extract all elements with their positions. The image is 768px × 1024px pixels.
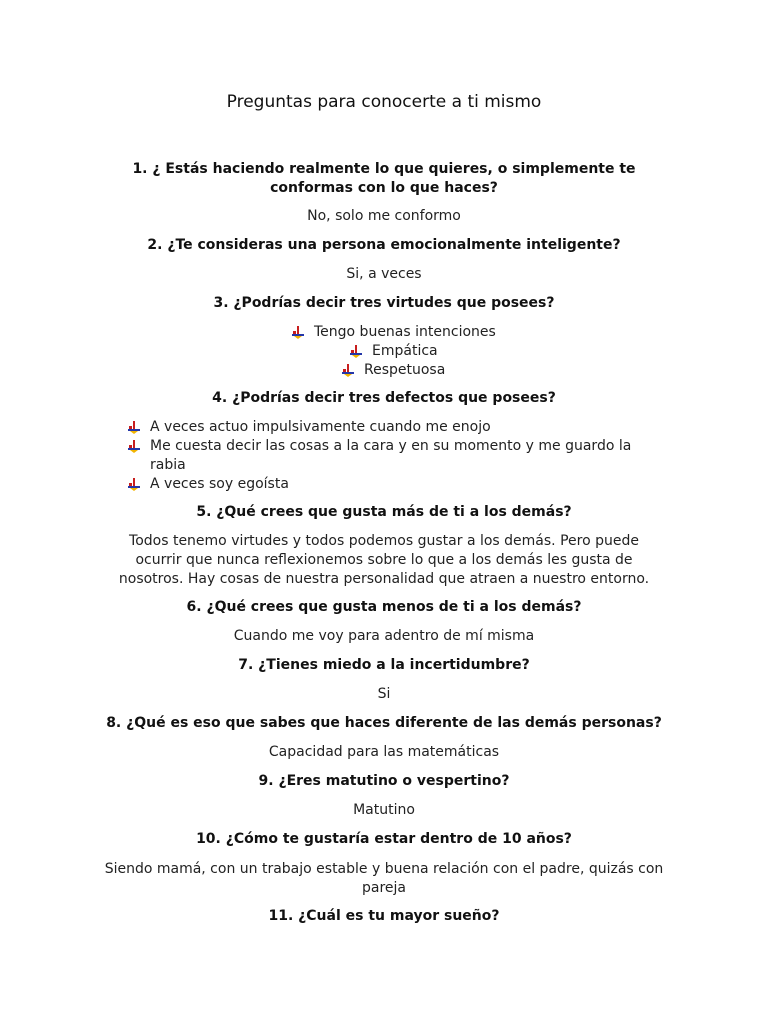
answer-10: Siendo mamá, con un trabajo estable y buena relación con el padre, quizás con pareja bbox=[104, 861, 664, 896]
arrow-down-bullet-icon bbox=[292, 326, 304, 339]
defect-list-item bbox=[128, 475, 648, 494]
answer-8: Capacidad para las matemáticas bbox=[268, 744, 500, 760]
answer-9: Matutino bbox=[353, 802, 415, 818]
virtue-text: Respetuosa bbox=[364, 362, 446, 378]
question-10: 10. ¿Cómo te gustaría estar dentro de 10 años? bbox=[196, 831, 572, 847]
question-11: 11. ¿Cuál es tu mayor sueño? bbox=[268, 908, 500, 924]
question-7: 7. ¿Tienes miedo a la incertidumbre? bbox=[238, 657, 530, 673]
answer-7: Si bbox=[377, 686, 391, 702]
arrow-down-bullet-icon bbox=[128, 440, 140, 453]
question-6: 6. ¿Qué crees que gusta menos de ti a los demás? bbox=[186, 599, 582, 615]
virtue-list-item bbox=[350, 342, 438, 361]
defect-text: A veces soy egoísta bbox=[150, 476, 289, 492]
answer-2: Si, a veces bbox=[346, 266, 422, 282]
answer-1: No, solo me conformo bbox=[307, 208, 461, 224]
question-2: 2. ¿Te consideras una persona emocionalmente inteligente? bbox=[147, 237, 621, 253]
answer-5: Todos tenemo virtudes y todos podemos gustar a los demás. Pero puede ocurrir que nunca reflexionemos sobre lo que a los demás les gusta de nosotros. Hay cosas de nuestra personalidad que atraen a nuestro entorno. bbox=[118, 533, 650, 587]
arrow-down-bullet-icon bbox=[350, 345, 362, 358]
question-1: 1. ¿ Estás haciendo realmente lo que quieres, o simplemente te conformas con lo que haces? bbox=[132, 161, 636, 196]
arrow-down-bullet-icon bbox=[342, 364, 354, 377]
virtue-text: Tengo buenas intenciones bbox=[314, 324, 496, 340]
arrow-down-bullet-icon bbox=[128, 421, 140, 434]
question-4: 4. ¿Podrías decir tres defectos que posees? bbox=[212, 390, 556, 406]
defect-text: Me cuesta decir las cosas a la cara y en su momento y me guardo la rabia bbox=[150, 438, 632, 473]
defect-list bbox=[128, 418, 648, 494]
question-8: 8. ¿Qué es eso que sabes que haces diferente de las demás personas? bbox=[106, 715, 662, 731]
page-title: Preguntas para conocerte a ti mismo bbox=[226, 92, 542, 112]
defect-text: A veces actuo impulsivamente cuando me enojo bbox=[150, 419, 491, 435]
defect-list-item bbox=[128, 437, 648, 475]
defect-list-item bbox=[128, 418, 648, 437]
question-9: 9. ¿Eres matutino o vespertino? bbox=[258, 773, 510, 789]
virtue-list-item bbox=[342, 361, 445, 380]
arrow-down-bullet-icon bbox=[128, 478, 140, 491]
question-3: 3. ¿Podrías decir tres virtudes que posees? bbox=[213, 295, 555, 311]
question-5: 5. ¿Qué crees que gusta más de ti a los demás? bbox=[196, 504, 572, 520]
virtue-text: Empática bbox=[372, 343, 438, 359]
virtue-list-item bbox=[292, 323, 496, 342]
answer-6: Cuando me voy para adentro de mí misma bbox=[233, 628, 535, 644]
